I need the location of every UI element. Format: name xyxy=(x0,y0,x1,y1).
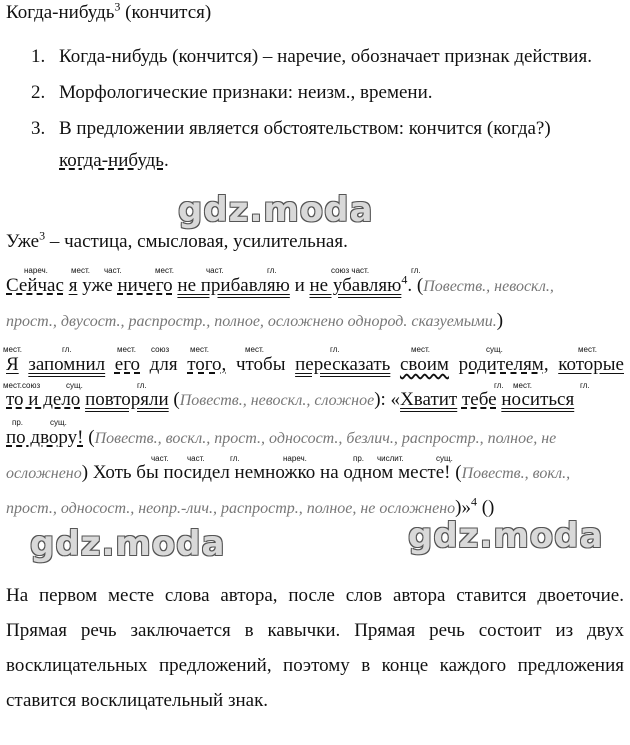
word: Сейчас xyxy=(6,275,64,296)
tail-end: () xyxy=(476,497,495,518)
pos-tag: част. xyxy=(151,454,169,463)
list-number: 2. xyxy=(31,82,46,103)
pos-tag: пр. xyxy=(12,418,24,427)
pos-tag: мест. xyxy=(578,345,597,354)
list-number: 3. xyxy=(31,118,46,139)
pos-tag: гл. xyxy=(230,454,240,463)
word: Хватит xyxy=(400,389,458,410)
word: повторяли xyxy=(85,389,169,410)
pos-tag: сущ. xyxy=(486,345,503,354)
word: и xyxy=(294,275,305,296)
analysis-text: прост., двусост., распростр., полное, осложнено однород. сказуемыми. xyxy=(6,313,497,330)
pos-tag: част. xyxy=(206,266,224,275)
sentence1-line xyxy=(6,272,554,297)
heading-line xyxy=(6,2,211,24)
sentence2-row3: по двору! (Повеств., воскл., прост., односост., безлич., распростр., полное, не xyxy=(6,427,557,448)
analysis-text: осложнено xyxy=(6,465,82,482)
tail: . ( xyxy=(407,275,424,296)
word: своим xyxy=(399,354,449,375)
particle-line xyxy=(6,228,348,253)
pos-tag: мест. xyxy=(190,345,209,354)
pos-tag: пр. xyxy=(353,454,365,463)
pos-tag: мест. xyxy=(71,266,90,275)
word: уже xyxy=(82,275,113,296)
pos-tag: нареч. xyxy=(283,454,307,463)
analysis-text: прост., односост., неопр.-лич., распростр., полное, не осложнено xyxy=(6,500,456,517)
pos-tag: мест. xyxy=(155,266,174,275)
list-item xyxy=(31,113,623,177)
sentence2-row1 xyxy=(6,354,624,376)
word: пересказать xyxy=(295,354,391,375)
word: для xyxy=(149,354,178,375)
word: которые xyxy=(558,354,624,375)
word: того, xyxy=(187,354,227,375)
list-item xyxy=(31,77,623,109)
word: по двору! xyxy=(6,427,84,448)
underlined-word: когда-нибудь xyxy=(59,150,164,171)
particle-rest: – частица, смысловая, усилительная. xyxy=(45,231,348,252)
pos-tag: гл. xyxy=(494,381,504,390)
pos-tag: сущ. xyxy=(66,381,83,390)
pos-tag: мест. xyxy=(117,345,136,354)
pos-tag: числит. xyxy=(377,454,404,463)
sentence-text: Хоть бы посидел немножко на одном месте! xyxy=(92,462,451,483)
pos-tag: сущ. xyxy=(50,418,67,427)
word: его xyxy=(114,354,141,375)
word: я xyxy=(68,275,78,296)
watermark-logo: gdz.moda xyxy=(30,524,226,564)
word: запомнил xyxy=(28,354,106,375)
heading-word: Когда-нибудь xyxy=(6,2,115,23)
list-tail: . xyxy=(163,150,169,171)
pos-tag: мест. xyxy=(245,345,264,354)
word: носиться xyxy=(501,389,575,410)
analysis-text: Повеств., невоскл., сложное xyxy=(179,392,375,409)
pos-tag: сущ. xyxy=(436,454,453,463)
sentence2-row4: осложнено) Хоть бы посидел немножко на одном месте! (Повеств., вокл., xyxy=(6,462,571,483)
pos-tag: союз част. xyxy=(331,266,370,275)
pos-tag: мест.союз xyxy=(3,381,41,390)
pos-tag: нареч. xyxy=(24,266,48,275)
pos-tag: гл. xyxy=(137,381,147,390)
pos-tag: мест. xyxy=(3,345,22,354)
pos-tag: част. xyxy=(187,454,205,463)
pos-tag: мест. xyxy=(513,381,532,390)
analysis-list xyxy=(31,41,623,177)
pos-tag: гл. xyxy=(267,266,277,275)
pos-tag: гл. xyxy=(580,381,590,390)
word: Я xyxy=(6,354,19,375)
heading-rest: (кончится) xyxy=(120,2,212,23)
heading-sup: 3 xyxy=(114,0,121,14)
pos-tag: союз xyxy=(151,345,170,354)
watermark-logo: gdz.moda xyxy=(408,516,604,556)
word: чтобы xyxy=(235,354,286,375)
analysis-text: Повеств., вокл., xyxy=(461,465,571,482)
word: тебе xyxy=(461,389,497,410)
tail: ): « xyxy=(374,389,401,410)
particle-word: Уже xyxy=(6,231,40,252)
sentence1-analysis-line xyxy=(6,310,503,332)
list-text: Когда-нибудь (кончится) – наречие, обозначает признак действия. xyxy=(59,46,592,67)
list-text: Морфологические признаки: неизм., времени. xyxy=(59,82,433,103)
list-text: В предложении является обстоятельством: кончится (когда?) xyxy=(59,118,551,139)
list-number: 1. xyxy=(31,46,46,67)
word: ничего xyxy=(117,275,173,296)
analysis-text: Повеств., воскл., прост., односост., безлич., распростр., полное, не xyxy=(94,430,557,447)
particle-sup: 3 xyxy=(39,228,46,243)
conclusion-paragraph: На первом месте слова автора, после слов автора ставится двоеточие. Прямая речь заключается в кавычки. Прямая речь состоит из двух восклицательных предложений, поэтому в конце каждого предложения ставится восклицательный знак. xyxy=(6,585,624,711)
pos-tag: част. xyxy=(104,266,122,275)
close-paren: ) xyxy=(496,310,504,331)
tail: )» xyxy=(455,497,471,518)
word: не убавляю xyxy=(309,275,402,296)
word: то и дело xyxy=(6,389,81,410)
watermark-logo: gdz.moda xyxy=(178,190,374,230)
list-item xyxy=(31,41,623,73)
word: не прибавляю xyxy=(177,275,290,296)
pos-tag: гл. xyxy=(330,345,340,354)
pos-tag: гл. xyxy=(411,266,421,275)
word: родителям, xyxy=(458,354,549,375)
sentence2-row2: то и дело повторяли (Повеств., невоскл., сложное): «Хватит тебе носиться xyxy=(6,389,575,410)
pos-tag: мест. xyxy=(411,345,430,354)
pos-tag: гл. xyxy=(62,345,72,354)
analysis-text: Повеств., невоскл., xyxy=(423,278,554,295)
sup: 4 xyxy=(401,272,408,287)
sup: 4 xyxy=(470,494,477,509)
